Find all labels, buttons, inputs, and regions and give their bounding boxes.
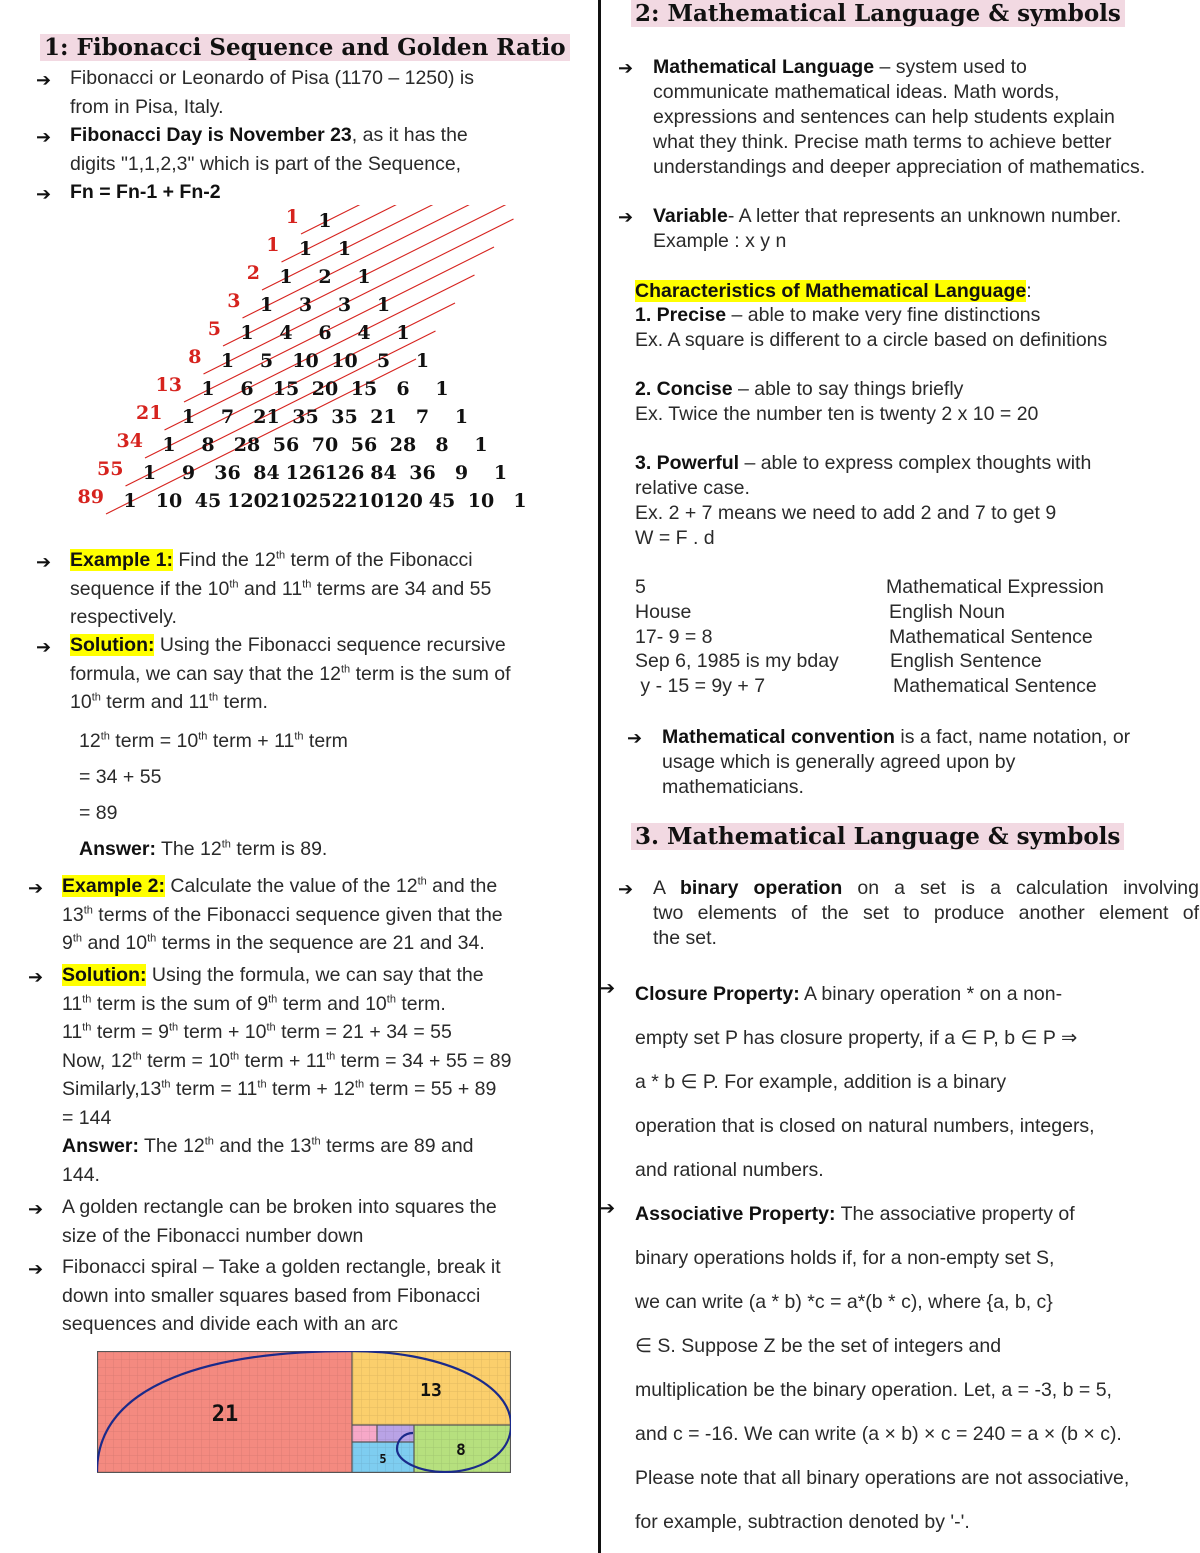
- pascal-number: 1: [298, 238, 313, 260]
- characteristics-heading: Characteristics of Mathematical Language:: [635, 280, 1032, 302]
- bullet-arrow-icon: ➔: [600, 978, 616, 998]
- pascal-number: 6: [318, 322, 332, 344]
- fibonacci-sum-label: 1: [285, 206, 299, 228]
- pascal-number: 6: [396, 378, 410, 400]
- pascal-number: 210: [266, 490, 306, 512]
- pascal-number: 8: [201, 434, 215, 456]
- pascal-number: 56: [272, 434, 300, 456]
- fibonacci-sum-label: 13: [155, 374, 182, 396]
- bullet-arrow-icon: ➔: [28, 967, 44, 987]
- pascal-number: 15: [272, 378, 300, 400]
- table-row-4-left: Sep 6, 1985 is my bday: [635, 650, 839, 672]
- label-21: 21: [211, 1402, 239, 1427]
- pascal-number: 1: [337, 238, 352, 260]
- fibonacci-sum-label: 55: [97, 458, 124, 480]
- pascal-number: 35: [331, 406, 358, 428]
- pascal-number: 252: [305, 490, 345, 512]
- column-divider: [598, 0, 601, 1553]
- pascal-number: 45: [194, 490, 222, 512]
- characteristic-precise: 1. Precise – able to make very fine distinctions Ex. A square is different to a circle based on definitions: [635, 304, 1108, 351]
- pascal-number: 4: [357, 322, 371, 344]
- pascal-number: 10: [155, 490, 183, 512]
- table-row-1-right: Mathematical Expression: [886, 576, 1104, 598]
- bullet-arrow-icon: ➔: [618, 879, 634, 899]
- bullet-arrow-icon: ➔: [600, 1198, 616, 1218]
- closure-property: Closure Property: A binary operation * on a non- empty set P has closure property, if a ∈ P, b ∈ P ⇒ a * b ∈ P. For example, addition is a binary operation that is closed on natural numbers, integers, and rational numbers.: [635, 983, 1095, 1181]
- bullet-arrow-icon: ➔: [627, 728, 643, 748]
- answer-1: Answer: The 12th term is 89.: [79, 838, 328, 860]
- characteristic-powerful: 3. Powerful – able to express complex thoughts with relative case. Ex. 2 + 7 means we need to add 2 and 7 to get 9 W = F . d: [635, 452, 1092, 549]
- pascal-number: 28: [233, 434, 261, 456]
- bullet-arrow-icon: ➔: [36, 184, 52, 204]
- table-row-5-left: y - 15 = 9y + 7: [635, 675, 766, 697]
- pascal-number: 1: [435, 378, 449, 400]
- table-row-1-left: 5: [635, 576, 646, 598]
- pascal-number: 21: [253, 406, 280, 428]
- mathematical-language-definition: Mathematical Language – system used to communicate mathematical ideas. Math words, expressions and sentences can help students explain what they think. Precise math terms to achieve better understandings and deeper appreciation of mathematics.: [653, 56, 1146, 178]
- pascal-number: 7: [415, 406, 430, 428]
- pascal-number: 1: [396, 322, 410, 344]
- pascal-number: 120: [227, 490, 267, 512]
- pascal-number: 6: [240, 378, 254, 400]
- fibonacci-sum-label: 34: [116, 430, 143, 452]
- pascal-number: 8: [435, 434, 449, 456]
- pascal-number: 1: [454, 406, 469, 428]
- pascal-number: 1: [123, 490, 137, 512]
- pascal-number: 1: [376, 294, 391, 316]
- pascal-number: 1: [259, 294, 274, 316]
- equation-line-2: = 34 + 55: [79, 766, 162, 788]
- pascal-number: 45: [428, 490, 456, 512]
- bullet-arrow-icon: ➔: [36, 552, 52, 572]
- pascal-number: 35: [292, 406, 319, 428]
- fibonacci-sum-label: 2: [246, 262, 260, 284]
- section-3-heading: 3. Mathematical Language & symbols: [631, 823, 1124, 850]
- pascal-number: 1: [357, 266, 371, 288]
- table-row-2-left: House: [635, 601, 692, 623]
- pascal-number: 70: [311, 434, 339, 456]
- equation-line-1: 12th term = 10th term + 11th term: [79, 730, 348, 752]
- table-row-2-right: English Noun: [889, 601, 1005, 623]
- bullet-fibonacci-spiral: Fibonacci spiral – Take a golden rectangle, break it down into smaller squares based from Fibonacci sequences and divide each with an arc: [62, 1256, 501, 1335]
- pascal-number: 126: [285, 462, 326, 484]
- bullet-arrow-icon: ➔: [28, 1259, 44, 1279]
- pascal-number: 1: [474, 434, 488, 456]
- variable-definition: Variable- A letter that represents an unknown number. Example : x y n: [653, 205, 1122, 252]
- bullet-arrow-icon: ➔: [36, 70, 52, 90]
- pascal-number: 84: [253, 462, 280, 484]
- solution-2: Solution: Using the formula, we can say that the 11th term is the sum of 9th term and 10th term. 11th term = 9th term + 10th term = 21 + 34 = 55 Now, 12th term = 10th term + 11th term = 34 + 55 = 89 Similarly,13th term = 11th term + 12th term = 55 + 89 = 144 Answer: The 12th and the 13th terms are 89 and 144.: [62, 964, 512, 1186]
- binary-operation-definition: A binary operation on a set is a calculation involving two elements of the set to produce another element of the set.: [653, 877, 1199, 949]
- bullet-arrow-icon: ➔: [618, 207, 634, 227]
- pascal-number: 1: [513, 490, 527, 512]
- pascal-number: 20: [311, 378, 339, 400]
- table-row-4-right: English Sentence: [890, 650, 1042, 672]
- pascal-number: 84: [370, 462, 397, 484]
- golden-spiral-figure: [97, 1351, 511, 1473]
- pascal-number: 15: [350, 378, 378, 400]
- fibonacci-diagonal-line: [223, 205, 533, 346]
- pascal-number: 9: [181, 462, 196, 484]
- pascal-number: 5: [259, 350, 274, 372]
- bullet-golden-rectangle: A golden rectangle can be broken into squares the size of the Fibonacci number down: [62, 1196, 497, 1247]
- pascal-number: 9: [454, 462, 469, 484]
- associative-property: Associative Property: The associative property of binary operations holds if, for a non-empty set S, we can write (a * b) *c = a*(b * c), where {a, b, c} ∈ S. Suppose Z be the set of integers and multiplication be the binary operation. Let, a = -3, b = 5, and c = -16. We can write (a × b) × c = 240 = a × (b × c). Please note that all binary operations are not associative, for example, subtraction denoted by '-'.: [635, 1203, 1130, 1533]
- bullet-fibonacci-day: Fibonacci Day is November 23, as it has the digits "1,1,2,3" which is part of the Sequence,: [70, 124, 468, 175]
- example-2: Example 2: Calculate the value of the 12th and the 13th terms of the Fibonacci sequence given that the 9th and 10th terms in the sequence are 21 and 34.: [62, 875, 503, 954]
- section-1-heading: 1: Fibonacci Sequence and Golden Ratio: [40, 34, 570, 61]
- pascal-number: 1: [318, 210, 332, 232]
- pascal-number: 21: [370, 406, 397, 428]
- pascal-number: 1: [279, 266, 293, 288]
- fibonacci-sum-label: 21: [136, 402, 163, 424]
- pascal-number: 10: [292, 350, 319, 372]
- characteristic-concise: 2. Concise – able to say things briefly Ex. Twice the number ten is twenty 2 x 10 = 20: [635, 378, 1039, 425]
- pascal-number: 10: [467, 490, 495, 512]
- bullet-arrow-icon: ➔: [618, 58, 634, 78]
- section-2-heading: 2: Mathematical Language & symbols: [631, 0, 1125, 27]
- pascal-number: 3: [298, 294, 313, 316]
- fibonacci-sum-label: 5: [207, 318, 221, 340]
- example-1: Example 1: Find the 12th term of the Fibonacci sequence if the 10th and 11th terms are 34 and 55 respectively.: [70, 549, 492, 628]
- pascal-number: 120: [383, 490, 423, 512]
- pascal-number: 1: [415, 350, 430, 372]
- pascal-number: 36: [409, 462, 436, 484]
- bullet-formula: Fn = Fn-1 + Fn-2: [70, 181, 221, 203]
- bullet-arrow-icon: ➔: [36, 127, 52, 147]
- pascal-number: 3: [337, 294, 352, 316]
- fibonacci-sum-label: 3: [227, 290, 241, 312]
- fibonacci-sum-label: 8: [188, 346, 202, 368]
- pascal-number: 1: [493, 462, 508, 484]
- equation-line-3: = 89: [79, 802, 118, 824]
- pascal-number: 36: [214, 462, 241, 484]
- pascal-triangle-figure: [70, 205, 550, 540]
- pascal-number: 56: [350, 434, 378, 456]
- pascal-number: 28: [389, 434, 417, 456]
- table-row-5-right: Mathematical Sentence: [893, 675, 1097, 697]
- pascal-number: 2: [318, 266, 332, 288]
- pascal-number: 210: [344, 490, 384, 512]
- pascal-number: 5: [376, 350, 391, 372]
- label-8: 8: [456, 1440, 466, 1459]
- bullet-fibonacci-origin: Fibonacci or Leonardo of Pisa (1170 – 1250) is from in Pisa, Italy.: [70, 67, 474, 118]
- fibonacci-sum-label: 1: [266, 234, 280, 256]
- table-row-3-left: 17- 9 = 8: [635, 626, 713, 648]
- pascal-number: 10: [331, 350, 358, 372]
- bullet-arrow-icon: ➔: [36, 637, 52, 657]
- pascal-number: 126: [324, 462, 365, 484]
- solution-1: Solution: Using the Fibonacci sequence recursive formula, we can say that the 12th term is the sum of 10th term and 11th term.: [70, 634, 511, 713]
- pascal-number: 1: [162, 434, 176, 456]
- pascal-number: 4: [279, 322, 293, 344]
- pascal-number: 1: [201, 378, 215, 400]
- label-5: 5: [379, 1452, 387, 1466]
- pascal-number: 1: [240, 322, 254, 344]
- mathematical-convention: Mathematical convention is a fact, name notation, or usage which is generally agreed upon by mathematicians.: [662, 726, 1131, 798]
- pascal-number: 7: [220, 406, 235, 428]
- pascal-number: 1: [181, 406, 196, 428]
- bullet-arrow-icon: ➔: [28, 1199, 44, 1219]
- table-row-3-right: Mathematical Sentence: [889, 626, 1093, 648]
- bullet-arrow-icon: ➔: [28, 878, 44, 898]
- pascal-number: 1: [142, 462, 157, 484]
- pascal-number: 1: [220, 350, 235, 372]
- fibonacci-sum-label: 89: [77, 486, 104, 508]
- label-13: 13: [420, 1380, 442, 1401]
